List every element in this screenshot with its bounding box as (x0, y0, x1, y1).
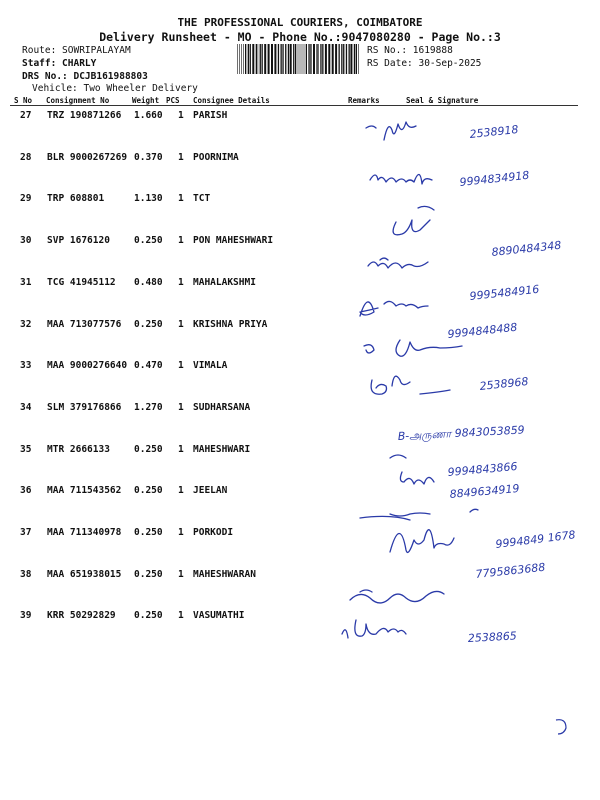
barcode-bar (313, 44, 315, 74)
row-consignee: PORKODI (193, 527, 234, 538)
row-weight: 1.270 (134, 401, 163, 413)
barcode-bar (285, 44, 286, 74)
barcode-bar (295, 44, 296, 74)
barcode-bar (339, 44, 340, 74)
row-weight: 0.250 (134, 235, 163, 247)
runsheet-subtitle: Delivery Runsheet - MO - Phone No.:9047080280 - Page No.:3 (99, 30, 501, 44)
row-consignment: TRZ 190871266 (47, 110, 122, 121)
signature-33 (371, 376, 450, 394)
row-sno: 27 (20, 110, 32, 121)
barcode-bar (258, 44, 259, 74)
signature-28 (370, 174, 432, 184)
signature-36 (400, 472, 434, 484)
row-consignment: SLM 379176866 (47, 401, 122, 413)
barcode-bar (332, 44, 334, 74)
row-sno: 28 (20, 151, 32, 163)
barcode-bar (320, 44, 321, 74)
barcode-bar (290, 44, 292, 74)
barcode-bar (239, 44, 240, 74)
barcode-bar (271, 44, 273, 74)
barcode-bar (252, 44, 254, 74)
company-title: THE PROFESSIONAL COURIERS, COIMBATORE (177, 16, 423, 29)
barcode-bar (264, 44, 266, 74)
signature-37 (360, 509, 478, 520)
barcode-bar (328, 44, 330, 74)
row-sno: 30 (20, 235, 32, 247)
barcode-bar (356, 44, 357, 74)
signature-31 (360, 301, 428, 316)
barcode-bar (300, 44, 301, 74)
barcode-bar (262, 44, 263, 74)
row-sno: 39 (20, 610, 32, 622)
barcode-bar (278, 44, 279, 74)
barcode-bar (260, 44, 261, 74)
row-sno: 32 (20, 318, 32, 330)
row-consignment: MAA 711340978 (47, 527, 122, 538)
row-consignee: SUDHARSANA (193, 401, 251, 413)
barcode-bar (237, 44, 238, 74)
barcode-bar (310, 44, 311, 74)
barcode-bar (350, 44, 352, 74)
barcode-bar (256, 44, 257, 74)
barcode-bar (354, 44, 355, 74)
row-weight: 1.660 (134, 110, 163, 121)
phone-38: 7795863688 (474, 560, 546, 581)
row-consignee: POORNIMA (193, 151, 239, 163)
row-weight: 0.250 (134, 610, 163, 622)
vehicle-label: Vehicle: Two Wheeler Delivery (32, 83, 198, 94)
barcode-bar (341, 44, 342, 74)
col-consignee: Consignee Details (193, 96, 270, 105)
row-weight: 0.250 (134, 527, 163, 538)
drs-label: DRS No.: DCJB161988803 (22, 71, 148, 82)
barcode-bar (302, 44, 303, 74)
row-pcs: 1 (178, 401, 184, 413)
phone-36: 9994843866 (447, 459, 518, 479)
signature-38 (390, 530, 454, 553)
row-weight: 0.480 (134, 276, 163, 288)
signature-29 (393, 206, 434, 234)
row-consignment: MAA 713077576 (47, 318, 122, 330)
phone-36b: 8849634919 (449, 481, 520, 501)
row-consignment: MAA 711543562 (47, 485, 122, 497)
barcode-bar (293, 44, 294, 74)
row-consignee: MAHESHWARI (193, 443, 251, 455)
row-sno: 33 (20, 360, 32, 372)
row-consignee: KRISHNA PRIYA (193, 318, 268, 330)
barcode-bar (281, 44, 282, 74)
row-pcs: 1 (178, 193, 184, 205)
barcode-bar (358, 44, 359, 74)
row-consignment: KRR 50292829 (47, 610, 116, 622)
row-weight: 1.130 (134, 193, 163, 205)
barcode-bar (282, 44, 283, 74)
row-consignee: PARISH (193, 110, 228, 121)
barcode-bar (346, 44, 347, 74)
phone-37: 9994849 1678 (494, 528, 577, 551)
phone-27: 2538918 (468, 122, 520, 141)
row-consignee: MAHESHWARAN (193, 568, 256, 580)
row-consignee: JEELAN (193, 485, 228, 497)
row-pcs: 1 (178, 568, 184, 580)
signature-30 (368, 258, 428, 268)
barcode-image (236, 44, 362, 74)
col-sno: S No (14, 96, 33, 105)
col-weight: Weight (132, 96, 160, 105)
pen-mark (552, 716, 572, 736)
col-pcs: PCS (166, 96, 180, 105)
row-weight: 0.250 (134, 318, 163, 330)
col-remarks: Remarks (348, 96, 380, 105)
row-pcs: 1 (178, 318, 184, 330)
barcode-bar (274, 44, 276, 74)
phone-35: B-அருணா 9843053859 (397, 423, 525, 443)
row-sno: 35 (20, 443, 32, 455)
row-consignment: TCG 41945112 (47, 276, 116, 288)
row-pcs: 1 (178, 360, 184, 372)
row-sno: 34 (20, 401, 32, 413)
row-weight: 0.250 (134, 443, 163, 455)
col-seal-signature: Seal & Signature (406, 96, 479, 105)
row-pcs: 1 (178, 485, 184, 497)
row-consignment: TRP 608801 (47, 193, 105, 205)
row-pcs: 1 (178, 610, 184, 622)
row-pcs: 1 (178, 151, 184, 163)
signature-27 (366, 122, 416, 140)
row-consignee: TCT (193, 193, 211, 205)
barcode-bar (318, 44, 319, 74)
rs-date: RS Date: 30-Sep-2025 (367, 58, 482, 69)
barcode-bar (288, 44, 289, 74)
row-consignment: MTR 2666133 (47, 443, 110, 455)
phone-31: 9995484916 (468, 282, 540, 303)
barcode-bar (322, 44, 323, 74)
barcode-bar (306, 44, 307, 74)
row-pcs: 1 (178, 276, 184, 288)
phone-30: 8890484348 (490, 238, 562, 259)
barcode-bar (245, 44, 246, 74)
row-consignee: VASUMATHI (193, 610, 245, 622)
row-sno: 38 (20, 568, 32, 580)
row-consignee: MAHALAKSHMI (193, 276, 256, 288)
row-sno: 37 (20, 527, 32, 538)
phone-28: 9994834918 (458, 168, 530, 189)
signature-bottom (342, 620, 406, 638)
barcode-bar (308, 44, 309, 74)
barcode-bar (335, 44, 337, 74)
row-consignee: PON MAHESHWARI (193, 235, 274, 247)
barcode-bar (325, 44, 327, 74)
row-sno: 29 (20, 193, 32, 205)
row-consignment: BLR 9000267269 (47, 151, 128, 163)
barcode-bar (248, 44, 249, 74)
phone-39: 2538865 (467, 629, 518, 645)
barcode-bar (268, 44, 270, 74)
rs-number: RS No.: 1619888 (367, 45, 453, 56)
barcode-bar (343, 44, 344, 74)
row-weight: 0.370 (134, 151, 163, 163)
col-consignment: Consignment No (46, 96, 110, 105)
row-consignment: SVP 1676120 (47, 235, 110, 247)
row-pcs: 1 (178, 527, 184, 538)
row-weight: 0.250 (134, 568, 163, 580)
signature-39 (350, 590, 444, 603)
barcode-bar (349, 44, 350, 74)
row-pcs: 1 (178, 235, 184, 247)
row-pcs: 1 (178, 443, 184, 455)
barcode-bar (250, 44, 251, 74)
row-weight: 0.250 (134, 485, 163, 497)
signature-32 (364, 340, 462, 356)
row-consignee: VIMALA (193, 360, 228, 372)
signature-35-mark (390, 455, 406, 458)
barcode-bar (316, 44, 317, 74)
row-sno: 36 (20, 485, 32, 497)
signatures-area (320, 100, 580, 660)
phone-33: 2538968 (478, 374, 530, 393)
barcode-bar (304, 44, 305, 74)
row-pcs: 1 (178, 110, 184, 121)
row-weight: 0.470 (134, 360, 163, 372)
phone-32: 9994848488 (446, 320, 518, 341)
staff-label: Staff: CHARLY (22, 58, 97, 69)
barcode-bar (241, 44, 242, 74)
barcode-bar (243, 44, 244, 74)
barcode-bar (298, 44, 299, 74)
row-consignment: MAA 9000276640 (47, 360, 128, 372)
row-sno: 31 (20, 276, 32, 288)
route-label: Route: SOWRIPALAYAM (22, 45, 131, 56)
row-consignment: MAA 651938015 (47, 568, 122, 580)
